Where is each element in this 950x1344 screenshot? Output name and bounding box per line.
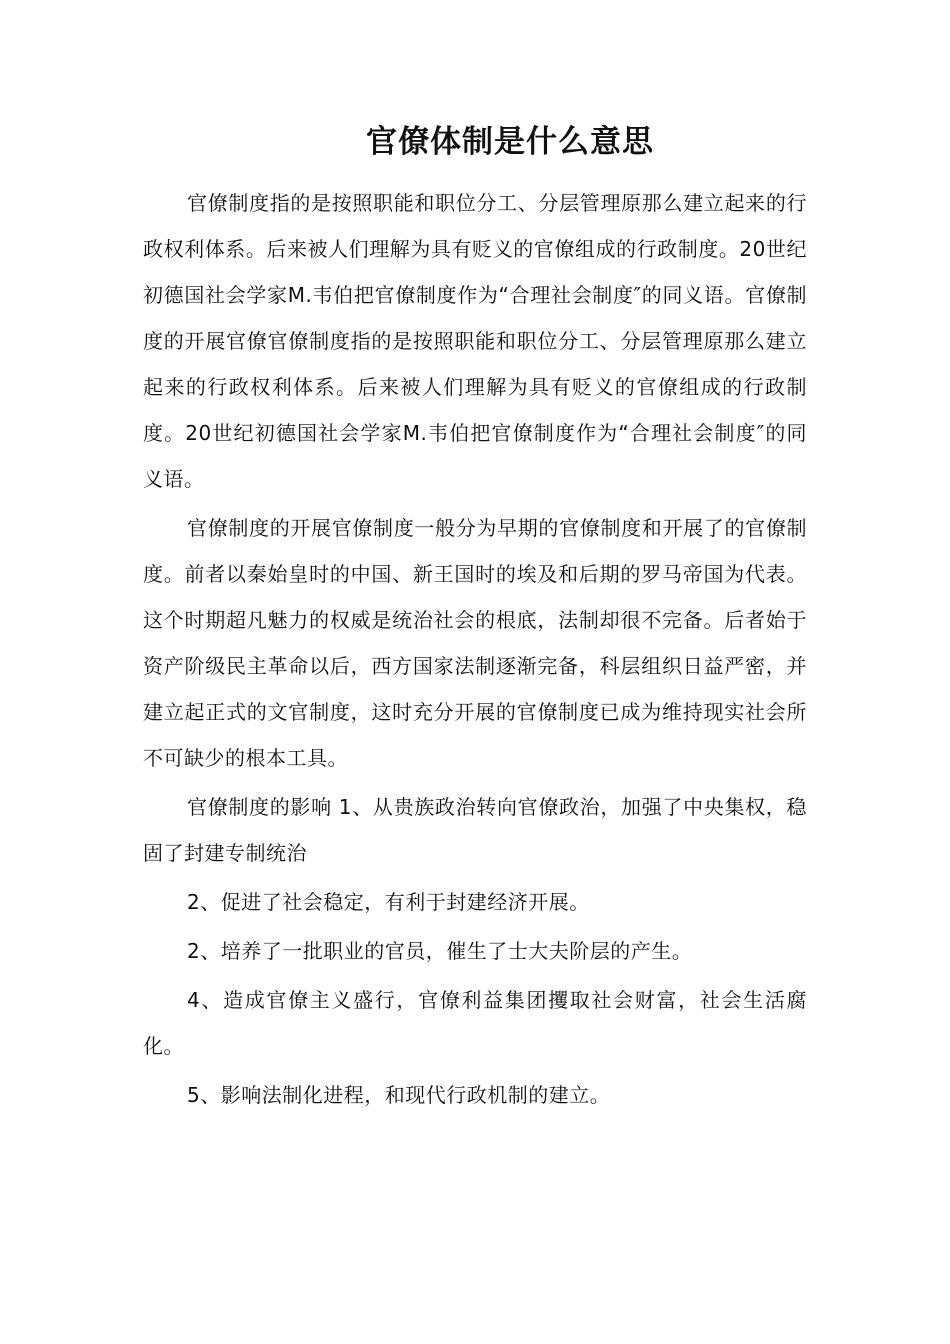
paragraph-development: 官僚制度的开展官僚制度一般分为早期的官僚制度和开展了的官僚制度。前者以秦始皇时的中国、新王国时的埃及和后期的罗马帝国为代表。这个时期超凡魅力的权威是统治社会的根底，法制却很不完备。后者始于资产阶级民主革命以后，西方国家法制逐渐完备，科层组织日益严密，并建立起正式的文官制度，这时充分开展的官僚制度已成为维持现实社会所不可缺少的根本工具。 xyxy=(143,516,807,770)
paragraph-definition: 官僚制度指的是按照职能和职位分工、分层管理原那么建立起来的行政权利体系。后来被人们理解为具有贬义的官僚组成的行政制度。20世纪初德国社会学家M.韦伯把官僚制度作为“合理社会制度″的同义语。官僚制度的开展官僚官僚制度指的是按照职能和职位分工、分层管理原那么建立起来的行政权利体系。后来被人们理解为具有贬义的官僚组成的行政制度。20世纪初德国社会学家M.韦伯把官僚制度作为“合理社会制度″的同义语。 xyxy=(143,191,807,491)
paragraph-influence-2: 2、促进了社会稳定，有利于封建经济开展。 xyxy=(187,890,590,914)
paragraph-influence-5: 5、影响法制化进程，和现代行政机制的建立。 xyxy=(187,1083,611,1107)
paragraph-influence-1: 官僚制度的影响 1、从贵族政治转向官僚政治，加强了中央集权，稳固了封建专制统治 xyxy=(143,795,807,865)
page-title: 官僚体制是什么意思 xyxy=(366,124,654,160)
document-body xyxy=(143,180,807,1121)
paragraph-influence-3: 2、培养了一批职业的官员，催生了士大夫阶层的产生。 xyxy=(187,939,693,963)
paragraph-influence-4: 4、造成官僚主义盛行，官僚利益集团攫取社会财富，社会生活腐化。 xyxy=(143,988,807,1058)
